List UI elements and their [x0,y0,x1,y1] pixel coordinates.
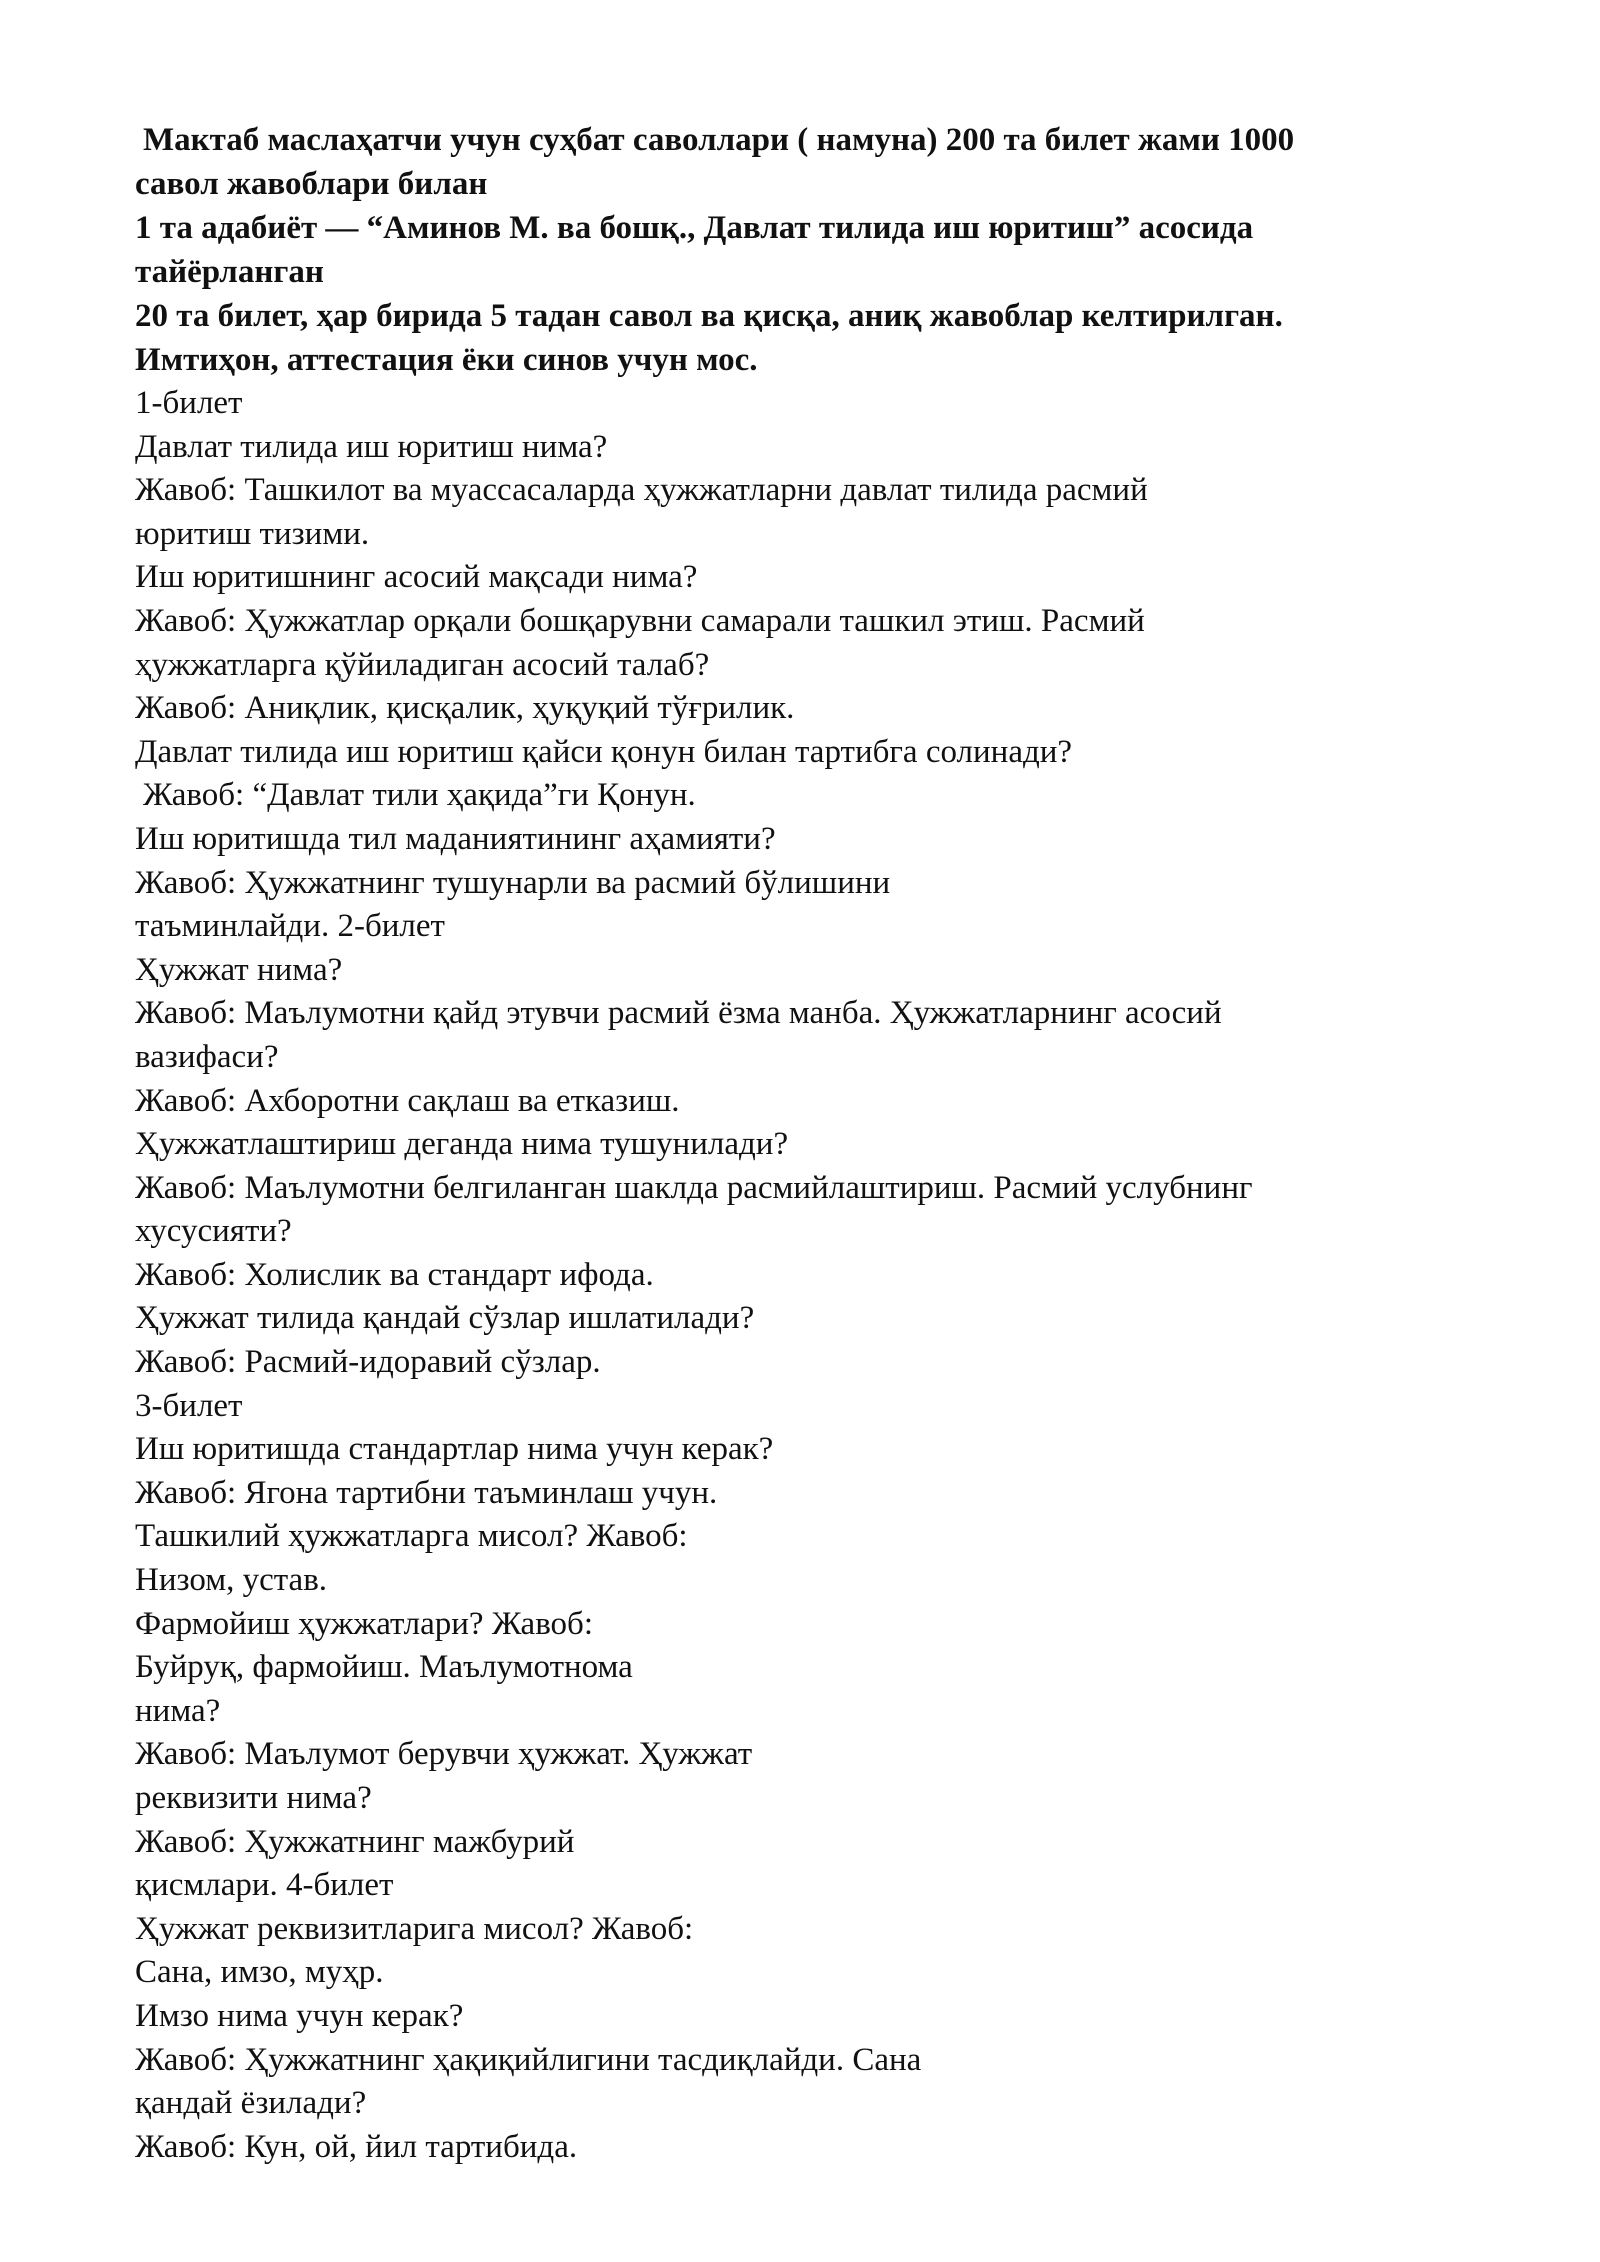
answer-line: Жавоб: Холислик ва стандарт ифода. [135,1256,654,1293]
answer-line: Сана, имзо, муҳр. [135,1954,384,1991]
question-line: Давлат тилида иш юритиш нима? [135,428,608,465]
document-heading [135,118,1535,382]
answer-line: Низом, устав. [135,1562,328,1599]
answer-line: Жавоб: Маълумотни белгиланган шаклда расмийлаштириш. Расмий услубнинг [135,1169,1253,1206]
ticket-title: 3-билет [135,1387,243,1424]
answer-line: Жавоб: Кун, ой, йил тартибида. [135,2128,578,2165]
answer-line: Жавоб: Ягона тартибни таъминлаш учун. [135,1474,718,1511]
question-line: қандай ёзилади? [135,2085,367,2122]
question-line: хусусияти? [135,1213,292,1250]
answer-line: Жавоб: Ахборотни сақлаш ва етказиш. [135,1082,680,1119]
heading-line: 1 та адабиёт — “Аминов М. ва бошқ., Давлат тилида иш юритиш” асосида [135,210,1254,246]
question-line: Фармойиш ҳужжатлари? Жавоб: [135,1605,594,1642]
question-line: Ҳужжат тилида қандай сўзлар ишлатилади? [135,1300,755,1337]
answer-line: Жавоб: Расмий-идоравий сўзлар. [135,1344,601,1381]
heading-line: тайёрланган [135,254,324,290]
answer-line: Жавоб: Аниқлик, қисқалик, ҳуқуқий тўғрилик. [135,690,795,727]
answer-line: қисмлари. 4-билет [135,1867,394,1904]
heading-line: Имтиҳон, аттестация ёки синов учун мос. [135,342,758,378]
question-line: Иш юритишнинг асосий мақсади нима? [135,559,698,596]
question-line: Ҳужжат реквизитларига мисол? Жавоб: [135,1910,694,1947]
ticket-title: 1-билет [135,385,243,421]
document-content [135,118,1535,2169]
heading-line: савол жавоблари билан [135,166,488,202]
question-line: Иш юритишда тил маданиятининг аҳамияти? [135,820,776,857]
answer-line: юритиш тизими. [135,515,370,552]
answer-line: Жавоб: Ҳужжатнинг мажбурий [135,1823,575,1860]
question-line: Ҳужжат нима? [135,951,343,988]
answer-line: Жавоб: Ҳужжатнинг тушунарли ва расмий бўлишини [135,864,891,901]
question-line: нима? [135,1692,221,1729]
answer-line: таъминлайди. 2-билет [135,908,445,945]
answer-line: Буйруқ, фармойиш. Маълумотнома [135,1649,633,1686]
answer-line: Жавоб: Маълумотни қайд этувчи расмий ёзма манба. Ҳужжатларнинг асосий [135,995,1222,1032]
answer-line: Жавоб: Ташкилот ва муассасаларда ҳужжатларни давлат тилида расмий [135,472,1148,509]
answer-line: Жавоб: “Давлат тили ҳақида”ги Қонун. [143,777,696,814]
answer-line: Жавоб: Ҳужжатнинг ҳақиқийлигини тасдиқлайди. Сана [135,2041,922,2078]
question-line: вазифаси? [135,1038,279,1075]
answer-line: Жавоб: Ҳужжатлар орқали бошқарувни самарали ташкил этиш. Расмий [135,602,1145,639]
question-line: Ташкилий ҳужжатларга мисол? Жавоб: [135,1518,688,1555]
question-line: Имзо нима учун керак? [135,1997,464,2034]
heading-line: 20 та билет, ҳар бирида 5 тадан савол ва қисқа, аниқ жавоблар келтирилган. [135,298,1283,334]
question-line: реквизити нима? [135,1780,372,1816]
heading-line: Мактаб маслаҳатчи учун суҳбат саволлари ( намуна) 200 та билет жами 1000 [143,122,1295,158]
question-line: ҳужжатларга қўйиладиган асосий талаб? [135,646,710,683]
question-line: Давлат тилида иш юритиш қайси қонун билан тартибга солинади? [135,733,1073,770]
question-line: Ҳужжатлаштириш деганда нима тушунилади? [135,1126,789,1163]
answer-line: Жавоб: Маълумот берувчи ҳужжат. Ҳужжат [135,1736,753,1773]
document-body [135,382,1535,2169]
question-line: Иш юритишда стандартлар нима учун керак? [135,1431,774,1468]
